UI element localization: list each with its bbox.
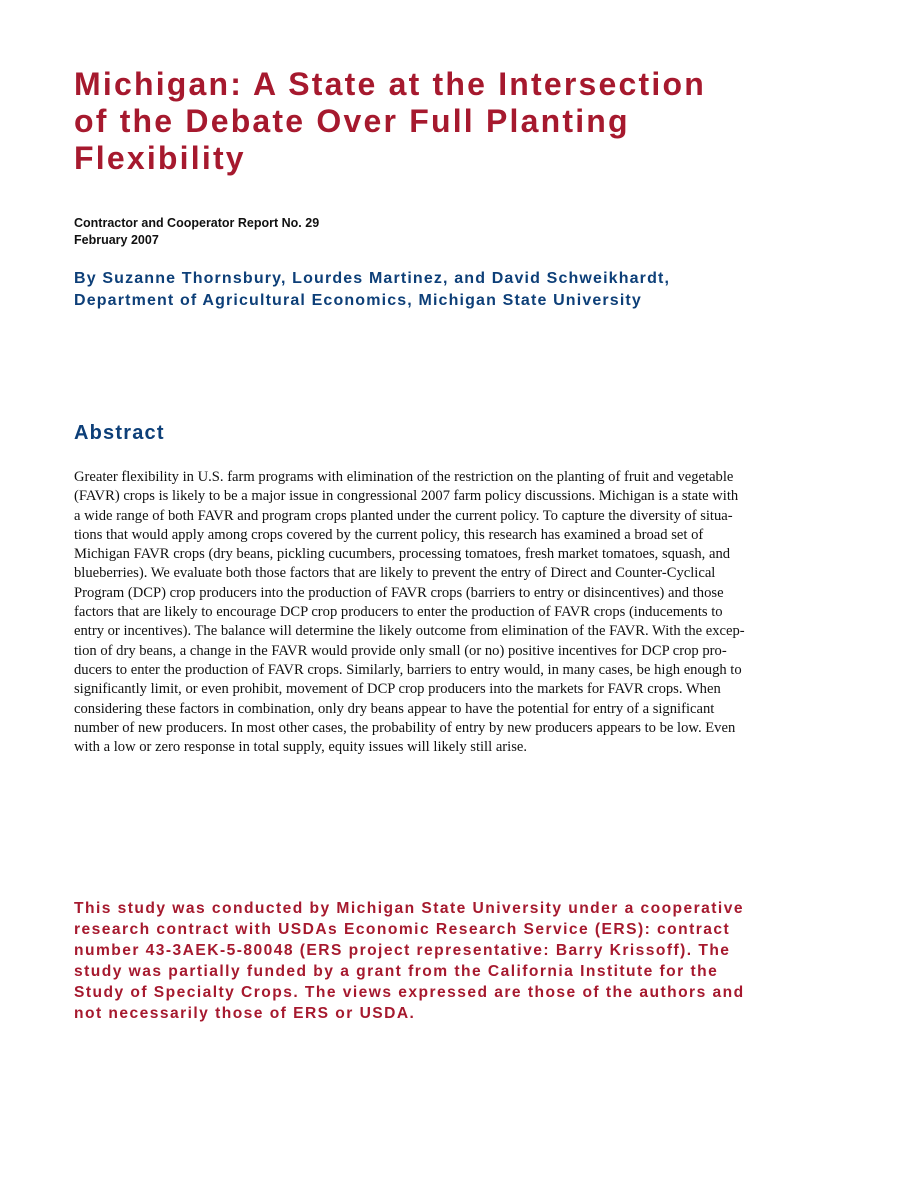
abstract-line: (FAVR) crops is likely to be a major issue in congressional 2007 farm policy discussions. Michigan is a state with (74, 488, 739, 505)
abstract-line: Michigan FAVR crops (dry beans, pickling cucumbers, processing tomatoes, fresh market tomatoes, squash, and (74, 546, 731, 563)
funding-disclaimer (74, 898, 854, 1024)
abstract-line: considering these factors in combination, only dry beans appear to have the potential for entry of a significant (74, 700, 715, 717)
funding-disclaimer-line: This study was conducted by Michigan State University under a cooperative (74, 900, 744, 917)
abstract-line: blueberries). We evaluate both those factors that are likely to prevent the entry of Direct and Counter-Cyclical (74, 565, 716, 582)
abstract-line: factors that are likely to encourage DCP crop producers to enter the production of FAVR crops (inducements to (74, 604, 723, 621)
funding-disclaimer-line: study was partially funded by a grant from the California Institute for the (74, 963, 719, 980)
report-title-line: Flexibility (74, 140, 246, 176)
report-metadata (74, 215, 319, 249)
abstract-text (74, 468, 842, 757)
report-title-line: of the Debate Over Full Planting (74, 103, 630, 139)
funding-disclaimer-line: number 43-3AEK-5-80048 (ERS project representative: Barry Krissoff). The (74, 942, 731, 959)
abstract-line: tion of dry beans, a change in the FAVR would provide only small (or no) positive incentives for DCP crop pro- (74, 642, 727, 659)
report-title (74, 66, 794, 177)
abstract-line: a wide range of both FAVR and program crops planted under the current policy. To capture the diversity of situa- (74, 507, 733, 524)
report-date: February 2007 (74, 233, 159, 247)
funding-disclaimer-line: not necessarily those of ERS or USDA. (74, 1005, 416, 1022)
funding-disclaimer-line: research contract with USDAs Economic Research Service (ERS): contract (74, 921, 731, 938)
abstract-line: with a low or zero response in total supply, equity issues will likely still arise. (74, 739, 528, 756)
authors-affiliation: Department of Agricultural Economics, Michigan State University (74, 292, 642, 309)
abstract-line: number of new producers. In most other cases, the probability of entry by new producers appears to be low. Even (74, 719, 736, 736)
authors-names: By Suzanne Thornsbury, Lourdes Martinez, and David Schweikhardt, (74, 270, 671, 287)
report-title-line: Michigan: A State at the Intersection (74, 66, 706, 102)
abstract-line: Program (DCP) crop producers into the production of FAVR crops (barriers to entry or disincentives) and those (74, 584, 724, 601)
abstract-line: Greater flexibility in U.S. farm programs with elimination of the restriction on the planting of fruit and vegetable (74, 469, 734, 485)
abstract-line: tions that would apply among crops covered by the current policy, this research has examined a broad set of (74, 526, 704, 543)
abstract-line: ducers to enter the production of FAVR crops. Similarly, barriers to entry would, in many cases, be high enough to (74, 661, 742, 678)
funding-disclaimer-line: Study of Specialty Crops. The views expressed are those of the authors and (74, 984, 745, 1001)
abstract-line: entry or incentives). The balance will determine the likely outcome from elimination of the FAVR. With the excep- (74, 623, 745, 640)
authors-block (74, 268, 854, 312)
abstract-heading: Abstract (74, 422, 165, 444)
abstract-line: significantly limit, or even prohibit, movement of DCP crop producers into the markets for FAVR crops. When (74, 681, 721, 698)
report-series-number: Contractor and Cooperator Report No. 29 (74, 216, 320, 230)
